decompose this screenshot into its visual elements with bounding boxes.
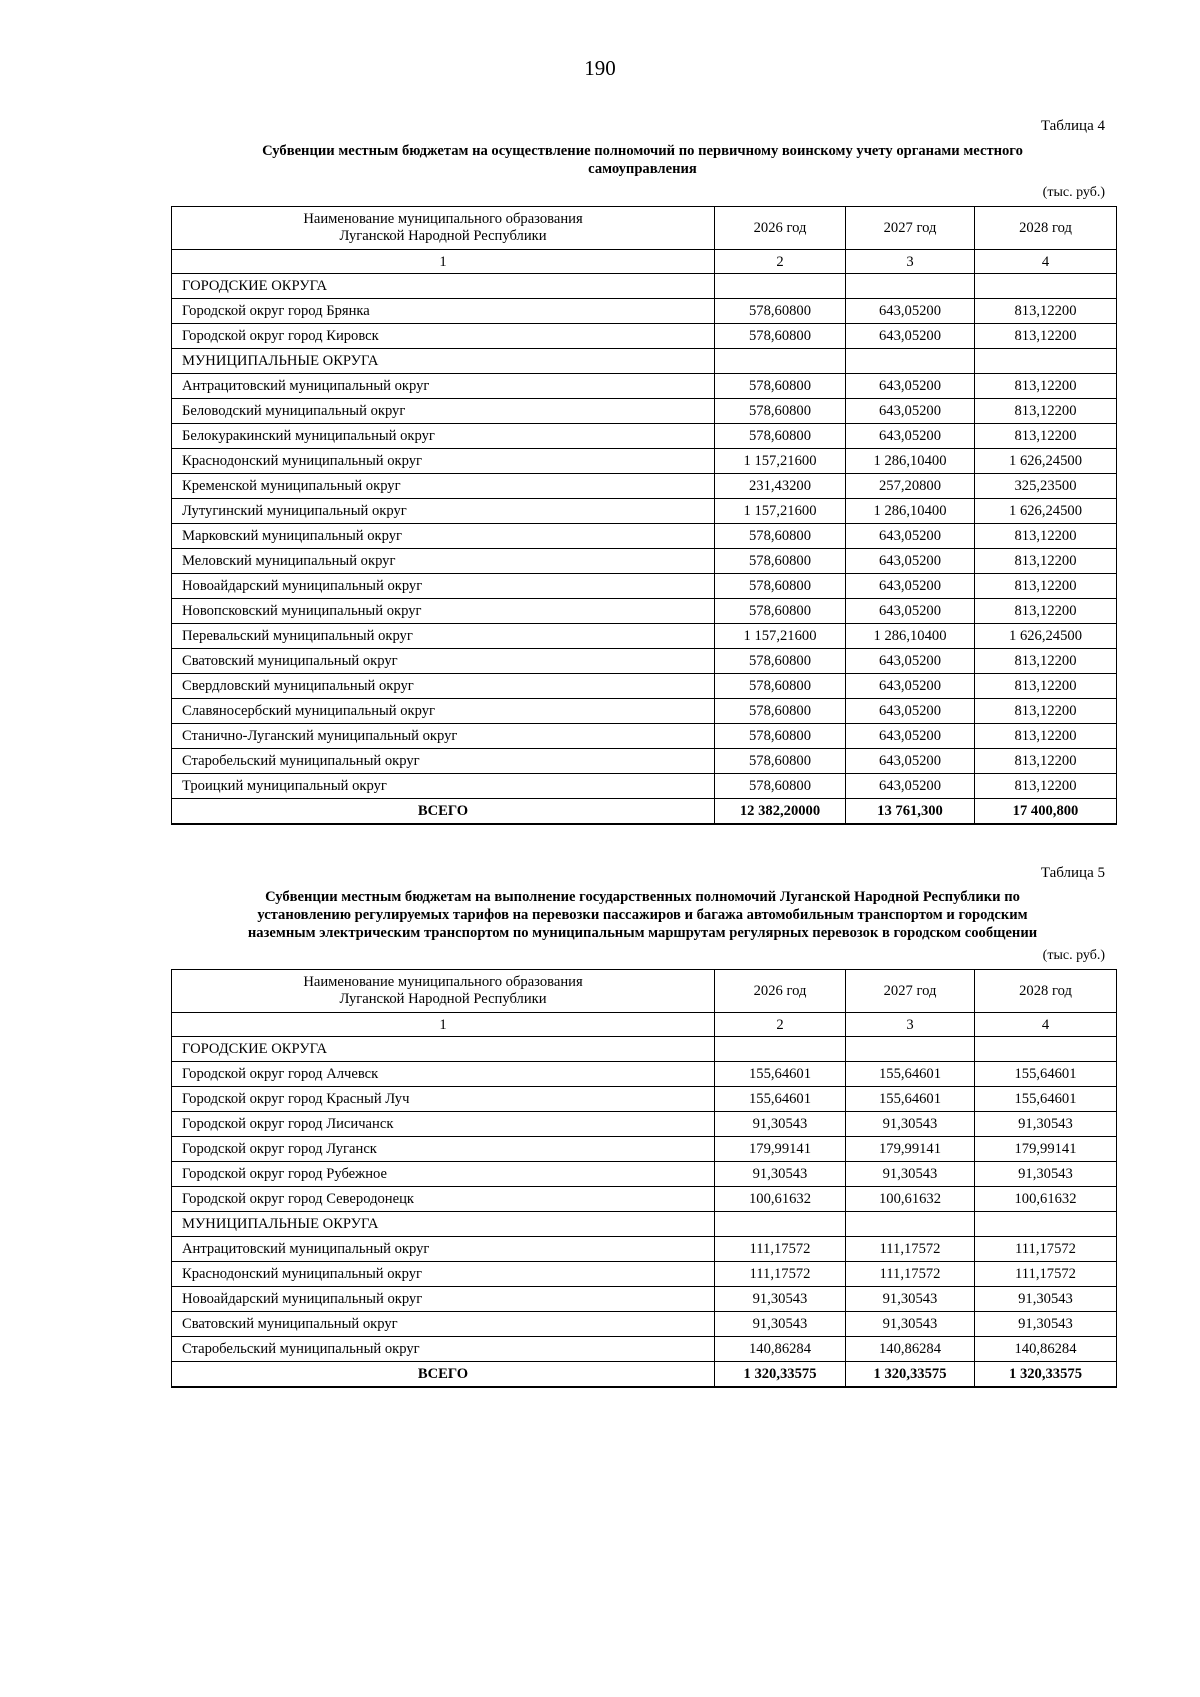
table-row	[172, 1312, 1117, 1337]
table-row	[172, 299, 1117, 324]
value-2026-cell: 578,60800	[715, 424, 846, 449]
value-2026-cell: 111,17572	[715, 1237, 846, 1262]
row-name-cell: Свердловский муниципальный округ	[172, 674, 715, 699]
value-2028-cell	[975, 1037, 1117, 1062]
table4	[171, 206, 1117, 825]
value-2027-cell: 643,05200	[846, 599, 975, 624]
value-2028-cell: 813,12200	[975, 549, 1117, 574]
value-2028-cell: 813,12200	[975, 524, 1117, 549]
row-name-cell: Городской округ город Рубежное	[172, 1162, 715, 1187]
value-2027-cell: 643,05200	[846, 649, 975, 674]
table-row	[172, 1187, 1117, 1212]
value-2028-cell: 1 626,24500	[975, 499, 1117, 524]
header-name-cell	[172, 207, 715, 250]
row-name-cell: Городской округ город Луганск	[172, 1137, 715, 1162]
row-name-cell: Городской округ город Кировск	[172, 324, 715, 349]
header-2028: 2028 год	[975, 207, 1117, 250]
value-2027-cell: 643,05200	[846, 424, 975, 449]
header-2027: 2027 год	[846, 970, 975, 1013]
value-2027-cell: 91,30543	[846, 1287, 975, 1312]
table-row	[172, 649, 1117, 674]
total-2027-cell: 13 761,300	[846, 799, 975, 825]
value-2026-cell: 111,17572	[715, 1262, 846, 1287]
value-2028-cell: 155,64601	[975, 1087, 1117, 1112]
table5-title	[170, 888, 1115, 942]
value-2027-cell: 643,05200	[846, 399, 975, 424]
row-name-cell: Славяносербский муниципальный округ	[172, 699, 715, 724]
table-row	[172, 1062, 1117, 1087]
table4-units: (тыс. руб.)	[1042, 185, 1105, 200]
value-2028-cell: 111,17572	[975, 1262, 1117, 1287]
table-row	[172, 324, 1117, 349]
table-row	[172, 1262, 1117, 1287]
row-name-cell: Старобельский муниципальный округ	[172, 749, 715, 774]
row-name-cell: Троицкий муниципальный округ	[172, 774, 715, 799]
value-2027-cell: 643,05200	[846, 324, 975, 349]
value-2028-cell: 1 626,24500	[975, 449, 1117, 474]
value-2028-cell: 91,30543	[975, 1162, 1117, 1187]
table-row	[172, 674, 1117, 699]
value-2026-cell: 578,60800	[715, 749, 846, 774]
value-2027-cell: 643,05200	[846, 574, 975, 599]
row-name-cell: Старобельский муниципальный округ	[172, 1337, 715, 1362]
row-name-cell: Краснодонский муниципальный округ	[172, 449, 715, 474]
value-2027-cell: 1 286,10400	[846, 624, 975, 649]
table4-title-line: Субвенции местным бюджетам на осуществление полномочий по первичному воинскому учету органами местного	[262, 143, 1023, 159]
value-2027-cell: 643,05200	[846, 774, 975, 799]
value-2027-cell: 643,05200	[846, 374, 975, 399]
column-number: 3	[846, 1013, 975, 1037]
total-label-cell: ВСЕГО	[172, 1362, 715, 1388]
value-2028-cell: 1 626,24500	[975, 624, 1117, 649]
value-2028-cell: 155,64601	[975, 1062, 1117, 1087]
value-2026-cell: 578,60800	[715, 699, 846, 724]
row-name-cell: Городской округ город Брянка	[172, 299, 715, 324]
value-2027-cell: 643,05200	[846, 549, 975, 574]
table-row	[172, 499, 1117, 524]
value-2028-cell: 111,17572	[975, 1237, 1117, 1262]
row-name-cell: Новоайдарский муниципальный округ	[172, 574, 715, 599]
value-2027-cell: 1 286,10400	[846, 499, 975, 524]
header-name-cell	[172, 970, 715, 1013]
table-row	[172, 1137, 1117, 1162]
column-numbers-row	[172, 1013, 1117, 1037]
value-2027-cell: 91,30543	[846, 1312, 975, 1337]
table5-units: (тыс. руб.)	[1042, 948, 1105, 963]
column-number: 1	[172, 250, 715, 274]
row-name-cell: Сватовский муниципальный округ	[172, 649, 715, 674]
header-2028: 2028 год	[975, 970, 1117, 1013]
value-2027-cell: 140,86284	[846, 1337, 975, 1362]
value-2027-cell: 643,05200	[846, 724, 975, 749]
value-2028-cell: 813,12200	[975, 674, 1117, 699]
total-2026-cell: 1 320,33575	[715, 1362, 846, 1388]
value-2026-cell: 91,30543	[715, 1287, 846, 1312]
table-row	[172, 1162, 1117, 1187]
header-name-line: Луганской Народной Республики	[339, 991, 547, 1007]
value-2026-cell: 578,60800	[715, 774, 846, 799]
value-2026-cell: 140,86284	[715, 1337, 846, 1362]
column-numbers-row	[172, 250, 1117, 274]
table5-label: Таблица 5	[1040, 865, 1105, 881]
value-2026-cell	[715, 1037, 846, 1062]
value-2028-cell: 179,99141	[975, 1137, 1117, 1162]
table-row	[172, 699, 1117, 724]
row-name-cell: Станично-Луганский муниципальный округ	[172, 724, 715, 749]
value-2026-cell: 578,60800	[715, 674, 846, 699]
table-row	[172, 474, 1117, 499]
total-row	[172, 1362, 1117, 1388]
value-2026-cell: 155,64601	[715, 1087, 846, 1112]
value-2027-cell: 155,64601	[846, 1087, 975, 1112]
table-row	[172, 1212, 1117, 1237]
value-2026-cell: 100,61632	[715, 1187, 846, 1212]
value-2026-cell: 578,60800	[715, 399, 846, 424]
table-row	[172, 1112, 1117, 1137]
value-2027-cell: 91,30543	[846, 1162, 975, 1187]
value-2028-cell	[975, 349, 1117, 374]
value-2026-cell: 179,99141	[715, 1137, 846, 1162]
value-2028-cell: 813,12200	[975, 724, 1117, 749]
total-2028-cell: 17 400,800	[975, 799, 1117, 825]
table-row	[172, 1037, 1117, 1062]
value-2026-cell: 91,30543	[715, 1112, 846, 1137]
table-row	[172, 1087, 1117, 1112]
table-header-row	[172, 207, 1117, 250]
row-name-cell: Новопсковский муниципальный округ	[172, 599, 715, 624]
value-2028-cell: 813,12200	[975, 399, 1117, 424]
value-2026-cell: 1 157,21600	[715, 449, 846, 474]
total-2027-cell: 1 320,33575	[846, 1362, 975, 1388]
table-row	[172, 1337, 1117, 1362]
table5-title-line: наземным электрическим транспортом по муниципальным маршрутам регулярных перевозок в городском сообщении	[247, 925, 1038, 941]
value-2028-cell: 813,12200	[975, 699, 1117, 724]
total-row	[172, 799, 1117, 825]
value-2028-cell	[975, 1212, 1117, 1237]
value-2027-cell: 111,17572	[846, 1237, 975, 1262]
table4-title	[170, 142, 1115, 178]
value-2027-cell: 643,05200	[846, 674, 975, 699]
table-row	[172, 274, 1117, 299]
table-row	[172, 724, 1117, 749]
value-2026-cell: 1 157,21600	[715, 624, 846, 649]
value-2028-cell: 140,86284	[975, 1337, 1117, 1362]
table-row	[172, 524, 1117, 549]
table5	[171, 969, 1117, 1388]
value-2026-cell: 578,60800	[715, 524, 846, 549]
value-2026-cell: 578,60800	[715, 374, 846, 399]
row-name-cell: Сватовский муниципальный округ	[172, 1312, 715, 1337]
value-2027-cell: 643,05200	[846, 524, 975, 549]
column-number: 3	[846, 250, 975, 274]
value-2028-cell: 91,30543	[975, 1112, 1117, 1137]
row-name-cell: Новоайдарский муниципальный округ	[172, 1287, 715, 1312]
value-2026-cell: 578,60800	[715, 574, 846, 599]
row-name-cell: Перевальский муниципальный округ	[172, 624, 715, 649]
row-name-cell: Городской округ город Алчевск	[172, 1062, 715, 1087]
table4-label: Таблица 4	[1040, 118, 1105, 134]
value-2028-cell: 813,12200	[975, 749, 1117, 774]
value-2027-cell: 100,61632	[846, 1187, 975, 1212]
page-number: 190	[584, 56, 616, 80]
table-row	[172, 374, 1117, 399]
column-number: 1	[172, 1013, 715, 1037]
row-name-cell: Лутугинский муниципальный округ	[172, 499, 715, 524]
table-row	[172, 1287, 1117, 1312]
value-2026-cell: 578,60800	[715, 549, 846, 574]
value-2027-cell: 1 286,10400	[846, 449, 975, 474]
column-number: 2	[715, 250, 846, 274]
table-row	[172, 574, 1117, 599]
value-2028-cell: 813,12200	[975, 774, 1117, 799]
row-name-cell: МУНИЦИПАЛЬНЫЕ ОКРУГА	[172, 1212, 715, 1237]
value-2027-cell	[846, 349, 975, 374]
value-2026-cell: 1 157,21600	[715, 499, 846, 524]
total-2026-cell: 12 382,20000	[715, 799, 846, 825]
value-2027-cell	[846, 1037, 975, 1062]
row-name-cell: Белокуракинский муниципальный округ	[172, 424, 715, 449]
value-2027-cell: 643,05200	[846, 699, 975, 724]
value-2027-cell: 643,05200	[846, 299, 975, 324]
header-name-line: Наименование муниципального образования	[303, 974, 583, 990]
value-2026-cell	[715, 274, 846, 299]
row-name-cell: Меловский муниципальный округ	[172, 549, 715, 574]
row-name-cell: Беловодский муниципальный округ	[172, 399, 715, 424]
row-name-cell: Антрацитовский муниципальный округ	[172, 1237, 715, 1262]
value-2028-cell: 813,12200	[975, 599, 1117, 624]
row-name-cell: Городской округ город Лисичанск	[172, 1112, 715, 1137]
header-2026: 2026 год	[715, 207, 846, 250]
value-2026-cell: 578,60800	[715, 324, 846, 349]
table-row	[172, 1237, 1117, 1262]
value-2028-cell: 813,12200	[975, 374, 1117, 399]
value-2027-cell	[846, 274, 975, 299]
row-name-cell: Марковский муниципальный округ	[172, 524, 715, 549]
row-name-cell: ГОРОДСКИЕ ОКРУГА	[172, 1037, 715, 1062]
value-2026-cell: 231,43200	[715, 474, 846, 499]
table-row	[172, 449, 1117, 474]
value-2027-cell: 257,20800	[846, 474, 975, 499]
header-2027: 2027 год	[846, 207, 975, 250]
row-name-cell: ГОРОДСКИЕ ОКРУГА	[172, 274, 715, 299]
value-2026-cell	[715, 349, 846, 374]
value-2027-cell: 111,17572	[846, 1262, 975, 1287]
value-2026-cell: 578,60800	[715, 299, 846, 324]
table-header-row	[172, 970, 1117, 1013]
header-name-line: Наименование муниципального образования	[303, 211, 583, 227]
value-2026-cell: 155,64601	[715, 1062, 846, 1087]
table-row	[172, 624, 1117, 649]
value-2028-cell: 813,12200	[975, 299, 1117, 324]
value-2027-cell: 91,30543	[846, 1112, 975, 1137]
table-row	[172, 399, 1117, 424]
column-number: 2	[715, 1013, 846, 1037]
table-row	[172, 599, 1117, 624]
value-2027-cell: 643,05200	[846, 749, 975, 774]
header-name-line: Луганской Народной Республики	[339, 228, 547, 244]
row-name-cell: Городской округ город Красный Луч	[172, 1087, 715, 1112]
value-2026-cell	[715, 1212, 846, 1237]
value-2027-cell: 155,64601	[846, 1062, 975, 1087]
value-2028-cell: 325,23500	[975, 474, 1117, 499]
value-2028-cell: 91,30543	[975, 1312, 1117, 1337]
row-name-cell: Кременской муниципальный округ	[172, 474, 715, 499]
value-2026-cell: 91,30543	[715, 1162, 846, 1187]
header-2026: 2026 год	[715, 970, 846, 1013]
value-2028-cell: 813,12200	[975, 574, 1117, 599]
value-2026-cell: 578,60800	[715, 649, 846, 674]
table-row	[172, 349, 1117, 374]
value-2028-cell: 100,61632	[975, 1187, 1117, 1212]
total-2028-cell: 1 320,33575	[975, 1362, 1117, 1388]
value-2028-cell: 91,30543	[975, 1287, 1117, 1312]
table5-title-line: установлению регулируемых тарифов на перевозки пассажиров и багажа автомобильным транспортом и городским	[257, 907, 1028, 923]
value-2028-cell: 813,12200	[975, 324, 1117, 349]
column-number: 4	[975, 1013, 1117, 1037]
table-row	[172, 424, 1117, 449]
row-name-cell: МУНИЦИПАЛЬНЫЕ ОКРУГА	[172, 349, 715, 374]
value-2027-cell: 179,99141	[846, 1137, 975, 1162]
value-2028-cell	[975, 274, 1117, 299]
table-row	[172, 774, 1117, 799]
value-2028-cell: 813,12200	[975, 649, 1117, 674]
value-2026-cell: 578,60800	[715, 724, 846, 749]
table-row	[172, 549, 1117, 574]
value-2027-cell	[846, 1212, 975, 1237]
table5-title-line: Субвенции местным бюджетам на выполнение государственных полномочий Луганской Народной Республики по	[265, 889, 1020, 905]
table4-title-line: самоуправления	[588, 161, 697, 177]
value-2026-cell: 578,60800	[715, 599, 846, 624]
table-row	[172, 749, 1117, 774]
row-name-cell: Городской округ город Северодонецк	[172, 1187, 715, 1212]
row-name-cell: Краснодонский муниципальный округ	[172, 1262, 715, 1287]
value-2028-cell: 813,12200	[975, 424, 1117, 449]
column-number: 4	[975, 250, 1117, 274]
row-name-cell: Антрацитовский муниципальный округ	[172, 374, 715, 399]
total-label-cell: ВСЕГО	[172, 799, 715, 825]
value-2026-cell: 91,30543	[715, 1312, 846, 1337]
